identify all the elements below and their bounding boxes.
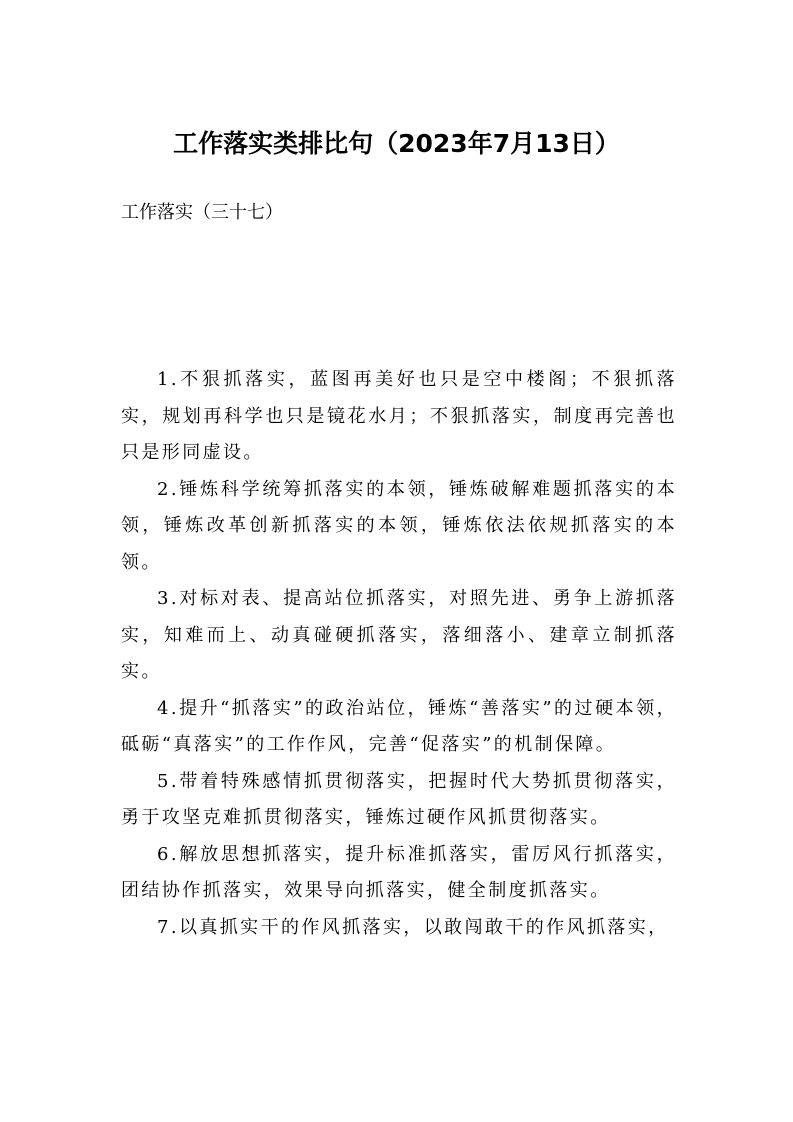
document-body bbox=[121, 362, 677, 946]
paragraph: 7.以真抓实干的作风抓落实，以敢闯敢干的作风抓落实， bbox=[157, 916, 669, 938]
paragraph: 1.不狠抓落实，蓝图再美好也只是空中楼阁；不狠抓落实，规划再科学也只是镜花水月；不狠抓落实，制度再完善也只是形同虚设。 bbox=[121, 369, 677, 463]
document-title: 工作落实类排比句（2023年7月13日） bbox=[173, 129, 620, 158]
paragraph: 4.提升“抓落实”的政治站位，锤炼“善落实”的过硬本领，砥砺“真落实”的工作作风，完善“促落实”的机制保障。 bbox=[121, 697, 677, 755]
paragraph: 6.解放思想抓落实，提升标准抓落实，雷厉风行抓落实，团结协作抓落实，效果导向抓落实，健全制度抓落实。 bbox=[121, 843, 677, 901]
document-subtitle: 工作落实（三十七） bbox=[121, 202, 283, 223]
paragraph: 3.对标对表、提高站位抓落实，对照先进、勇争上游抓落实，知难而上、动真碰硬抓落实，落细落小、建章立制抓落实。 bbox=[121, 588, 677, 682]
paragraph: 5.带着特殊感情抓贯彻落实，把握时代大势抓贯彻落实，勇于攻坚克难抓贯彻落实，锤炼过硬作风抓贯彻落实。 bbox=[121, 770, 677, 828]
paragraph: 2.锤炼科学统筹抓落实的本领，锤炼破解难题抓落实的本领，锤炼改革创新抓落实的本领，锤炼依法依规抓落实的本领。 bbox=[121, 478, 677, 573]
